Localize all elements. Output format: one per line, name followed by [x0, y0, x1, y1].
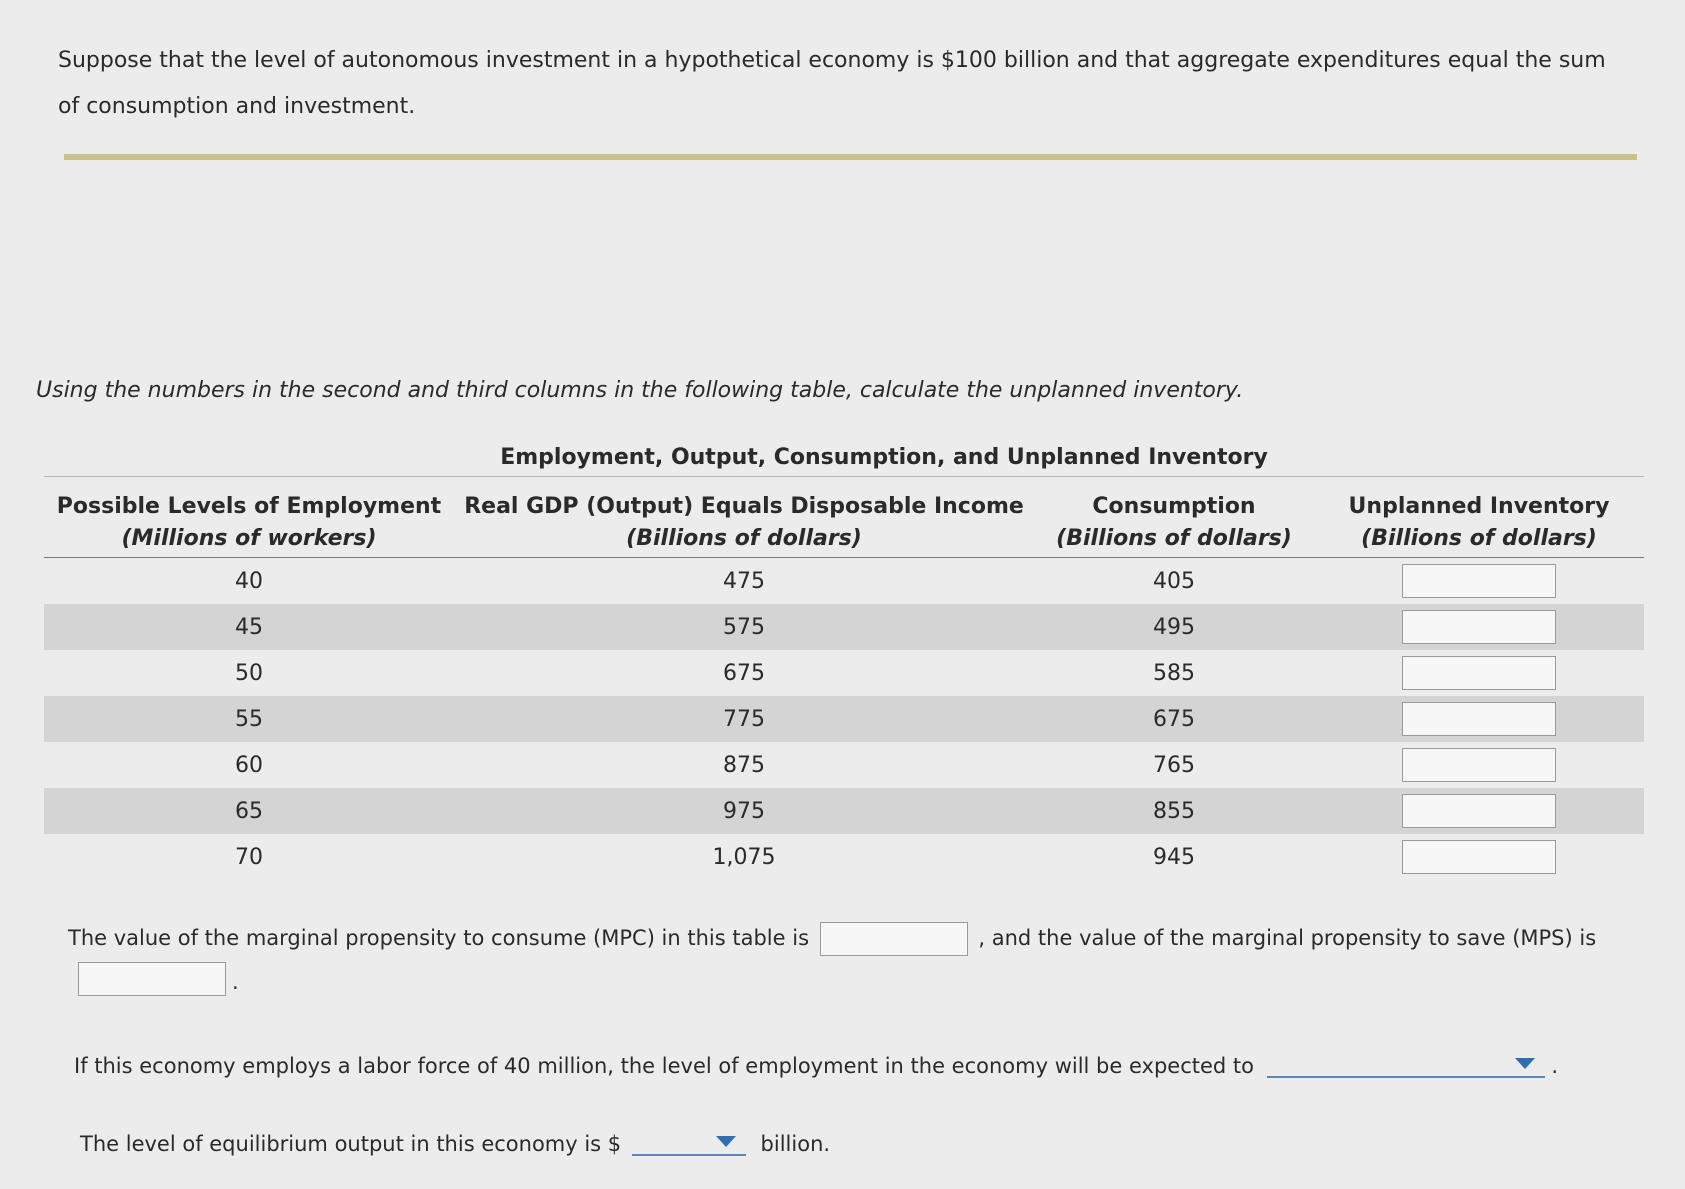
table-row — [44, 604, 1644, 650]
unplanned-inventory-input[interactable] — [1402, 794, 1556, 828]
table-row — [44, 558, 1644, 605]
cell-consumption: 945 — [1153, 844, 1195, 870]
header-consumption: Consumption — [1034, 477, 1314, 520]
cell-consumption: 675 — [1034, 696, 1314, 742]
cell-employment: 55 — [44, 696, 454, 742]
unplanned-inventory-input[interactable] — [1402, 840, 1556, 874]
unplanned-inventory-input[interactable] — [1402, 748, 1556, 782]
table-row — [44, 696, 1644, 742]
employment-period: . — [1551, 1054, 1559, 1078]
unit-employment: (Millions of workers) — [44, 519, 454, 558]
equilibrium-text-after: billion. — [760, 1132, 831, 1156]
cell-consumption: 855 — [1034, 788, 1314, 834]
equilibrium-output-dropdown[interactable] — [632, 1128, 746, 1156]
inventory-table-section — [44, 440, 1644, 880]
cell-consumption: 585 — [1153, 660, 1195, 686]
cell-employment: 70 — [235, 844, 263, 870]
equilibrium-text-before: The level of equilibrium output in this economy is $ — [80, 1132, 622, 1156]
cell-employment: 65 — [44, 788, 454, 834]
cell-consumption: 495 — [1034, 604, 1314, 650]
table-title: Employment, Output, Consumption, and Unplanned Inventory — [500, 445, 1268, 470]
inventory-table — [44, 476, 1644, 880]
dropdown-arrow-icon — [716, 1136, 736, 1147]
unit-consumption: (Billions of dollars) — [1034, 519, 1314, 558]
cell-employment: 40 — [235, 568, 263, 594]
cell-gdp: 975 — [454, 788, 1034, 834]
cell-employment: 45 — [44, 604, 454, 650]
cell-consumption: 765 — [1153, 752, 1195, 778]
cell-employment: 50 — [235, 660, 263, 686]
table-row — [44, 650, 1644, 696]
mps-period: . — [232, 970, 239, 994]
mpc-input[interactable] — [820, 922, 968, 956]
unplanned-inventory-input[interactable] — [1402, 564, 1556, 598]
table-row — [44, 788, 1644, 834]
cell-gdp: 775 — [454, 696, 1034, 742]
unplanned-inventory-input[interactable] — [1402, 610, 1556, 644]
unit-gdp: (Billions of dollars) — [454, 519, 1034, 558]
unplanned-inventory-input[interactable] — [1402, 656, 1556, 690]
mps-input[interactable] — [78, 962, 226, 996]
mpc-text-after: , and the value of the marginal propensity to save (MPS) is — [978, 926, 1597, 950]
employment-question — [74, 1050, 1558, 1078]
table-row — [44, 834, 1644, 880]
table-row — [44, 742, 1644, 788]
cell-gdp: 875 — [723, 752, 765, 778]
mpc-question — [68, 922, 1638, 956]
employment-dropdown[interactable] — [1267, 1050, 1545, 1078]
header-inventory: Unplanned Inventory — [1314, 477, 1644, 520]
header-employment: Possible Levels of Employment — [44, 477, 454, 520]
divider — [64, 154, 1637, 160]
cell-consumption: 405 — [1153, 568, 1195, 594]
employment-question-text: If this economy employs a labor force of 40 million, the level of employment in the economy will be expected to — [74, 1054, 1254, 1078]
equilibrium-question — [80, 1128, 830, 1156]
cell-gdp: 1,075 — [712, 844, 776, 870]
unplanned-inventory-input[interactable] — [1402, 702, 1556, 736]
cell-gdp: 675 — [723, 660, 765, 686]
instruction-text: Using the numbers in the second and third columns in the following table, calculate the unplanned inventory. — [36, 378, 1244, 403]
dropdown-arrow-icon — [1515, 1058, 1535, 1069]
cell-gdp: 575 — [454, 604, 1034, 650]
unit-inventory: (Billions of dollars) — [1314, 519, 1644, 558]
cell-employment: 60 — [235, 752, 263, 778]
mpc-text-before: The value of the marginal propensity to consume (MPC) in this table is — [68, 926, 810, 950]
intro-text: Suppose that the level of autonomous investment in a hypothetical economy is $100 billion and that aggregate expenditures equal the sum of consumption and investment. — [58, 48, 1606, 119]
cell-gdp: 475 — [723, 568, 765, 594]
header-gdp: Real GDP (Output) Equals Disposable Income — [454, 477, 1034, 520]
